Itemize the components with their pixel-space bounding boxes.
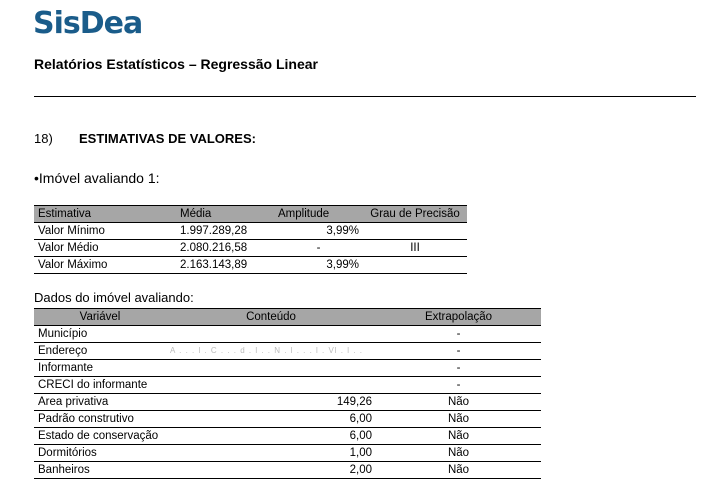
section-number: 18) xyxy=(34,131,53,146)
table-row xyxy=(34,411,541,428)
dados-table xyxy=(34,308,541,479)
grau-cell xyxy=(363,257,467,274)
conteudo-cell xyxy=(166,326,376,343)
table-row xyxy=(34,377,541,394)
variavel-cell: Banheiros xyxy=(34,462,166,479)
report-title: Relatórios Estatísticos – Regressão Linear xyxy=(34,56,318,72)
variavel-cell: Padrão construtivo xyxy=(34,411,166,428)
extrapolacao-cell: Não xyxy=(376,394,541,411)
table-row xyxy=(34,394,541,411)
variavel-cell: Município xyxy=(34,326,166,343)
conteudo-cell xyxy=(166,360,376,377)
conteudo-cell: 6,00 xyxy=(166,428,376,445)
sisdea-logo: SisDea xyxy=(33,6,143,41)
table-row xyxy=(34,240,467,257)
col-header-estimativa: Estimativa xyxy=(34,206,176,223)
amplitude-cell: 3,99% xyxy=(274,223,363,240)
conteudo-cell: A . . . l . C . . . d . l . . N . l . . . l . Vl . l . . xyxy=(166,343,376,360)
extrapolacao-cell: Não xyxy=(376,428,541,445)
conteudo-cell: 1,00 xyxy=(166,445,376,462)
amplitude-cell: 3,99% xyxy=(274,257,363,274)
extrapolacao-cell: - xyxy=(376,343,541,360)
dados-title: Dados do imóvel avaliando: xyxy=(34,290,194,305)
col-header-grau: Grau de Precisão xyxy=(363,206,467,223)
col-header-conteudo: Conteúdo xyxy=(166,309,376,326)
extrapolacao-cell: Não xyxy=(376,411,541,428)
extrapolacao-cell: - xyxy=(376,360,541,377)
variavel-cell: Estado de conservação xyxy=(34,428,166,445)
amplitude-cell: - xyxy=(274,240,363,257)
variavel-cell: Area privativa xyxy=(34,394,166,411)
variavel-cell: CRECI do informante xyxy=(34,377,166,394)
dados-header-row xyxy=(34,309,541,326)
table-row xyxy=(34,326,541,343)
table-row xyxy=(34,257,467,274)
media-cell: 1.997.289,28 xyxy=(176,223,274,240)
imovel-label: •Imóvel avaliando 1: xyxy=(34,170,160,186)
estimativas-header-row xyxy=(34,206,467,223)
extrapolacao-cell: - xyxy=(376,326,541,343)
col-header-extrapolacao: Extrapolação xyxy=(376,309,541,326)
extrapolacao-cell: - xyxy=(376,377,541,394)
extrapolacao-cell: Não xyxy=(376,445,541,462)
section-heading xyxy=(34,131,256,146)
table-row xyxy=(34,343,541,360)
conteudo-cell: 149,26 xyxy=(166,394,376,411)
grau-cell: III xyxy=(363,240,467,257)
header-divider xyxy=(34,96,696,97)
estimativa-cell: Valor Máximo xyxy=(34,257,176,274)
col-header-variavel: Variável xyxy=(34,309,166,326)
variavel-cell: Endereço xyxy=(34,343,166,360)
col-header-media: Média xyxy=(176,206,274,223)
col-header-amplitude: Amplitude xyxy=(274,206,363,223)
estimativas-table xyxy=(34,205,467,274)
table-row xyxy=(34,360,541,377)
table-row xyxy=(34,445,541,462)
table-row xyxy=(34,462,541,479)
conteudo-cell: 6,00 xyxy=(166,411,376,428)
media-cell: 2.163.143,89 xyxy=(176,257,274,274)
table-row xyxy=(34,428,541,445)
conteudo-cell: 2,00 xyxy=(166,462,376,479)
grau-cell xyxy=(363,223,467,240)
extrapolacao-cell: Não xyxy=(376,462,541,479)
estimativa-cell: Valor Mínimo xyxy=(34,223,176,240)
variavel-cell: Dormitórios xyxy=(34,445,166,462)
variavel-cell: Informante xyxy=(34,360,166,377)
conteudo-cell xyxy=(166,377,376,394)
section-title: ESTIMATIVAS DE VALORES: xyxy=(79,131,256,146)
media-cell: 2.080.216,58 xyxy=(176,240,274,257)
estimativa-cell: Valor Médio xyxy=(34,240,176,257)
table-row xyxy=(34,223,467,240)
